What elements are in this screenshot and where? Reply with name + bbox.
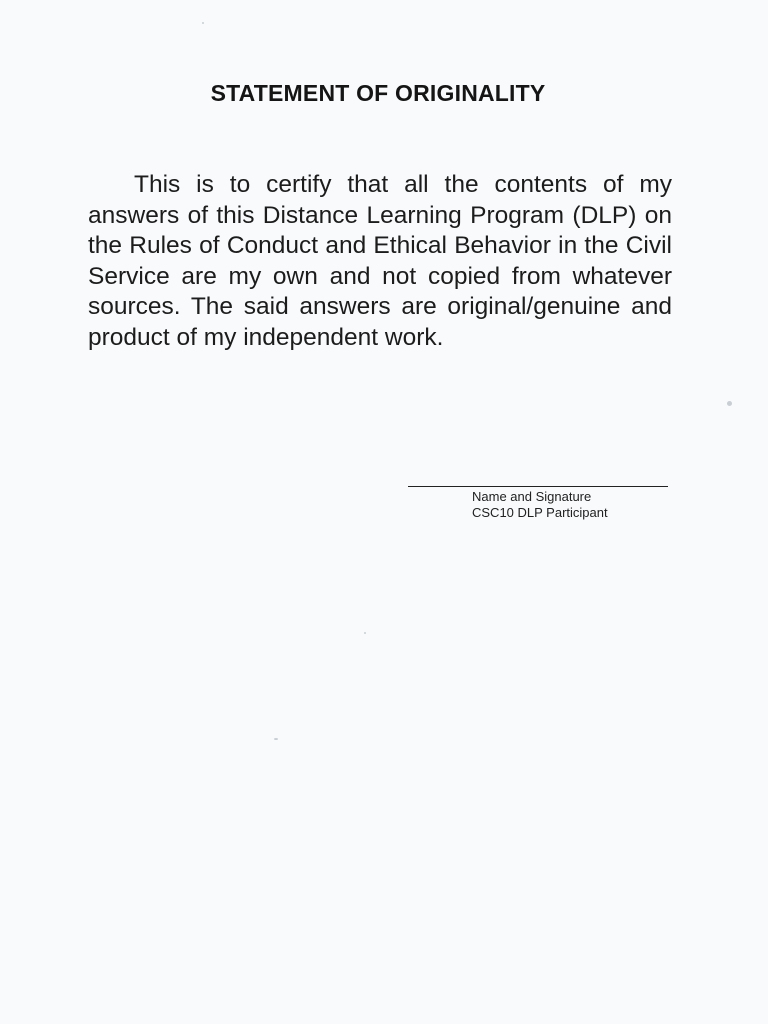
signature-caption-role: CSC10 DLP Participant (472, 505, 608, 520)
signature-caption-name: Name and Signature (472, 489, 592, 504)
scan-speck (202, 22, 204, 24)
signature-line (408, 486, 668, 487)
signature-caption (472, 489, 668, 521)
signature-block (408, 486, 668, 521)
certification-paragraph: This is to certify that all the contents of my answers of this Distance Learning Program (DLP) on the Rules of Conduct and Ethical Behavior in the Civil Service are my own and not copied from whatever sources. The said answers are original/genuine and product of my independent work. (88, 171, 672, 351)
scan-speck (274, 738, 278, 740)
scan-speck (727, 401, 732, 406)
page-title: STATEMENT OF ORIGINALITY (210, 80, 546, 106)
scan-speck (364, 632, 366, 634)
